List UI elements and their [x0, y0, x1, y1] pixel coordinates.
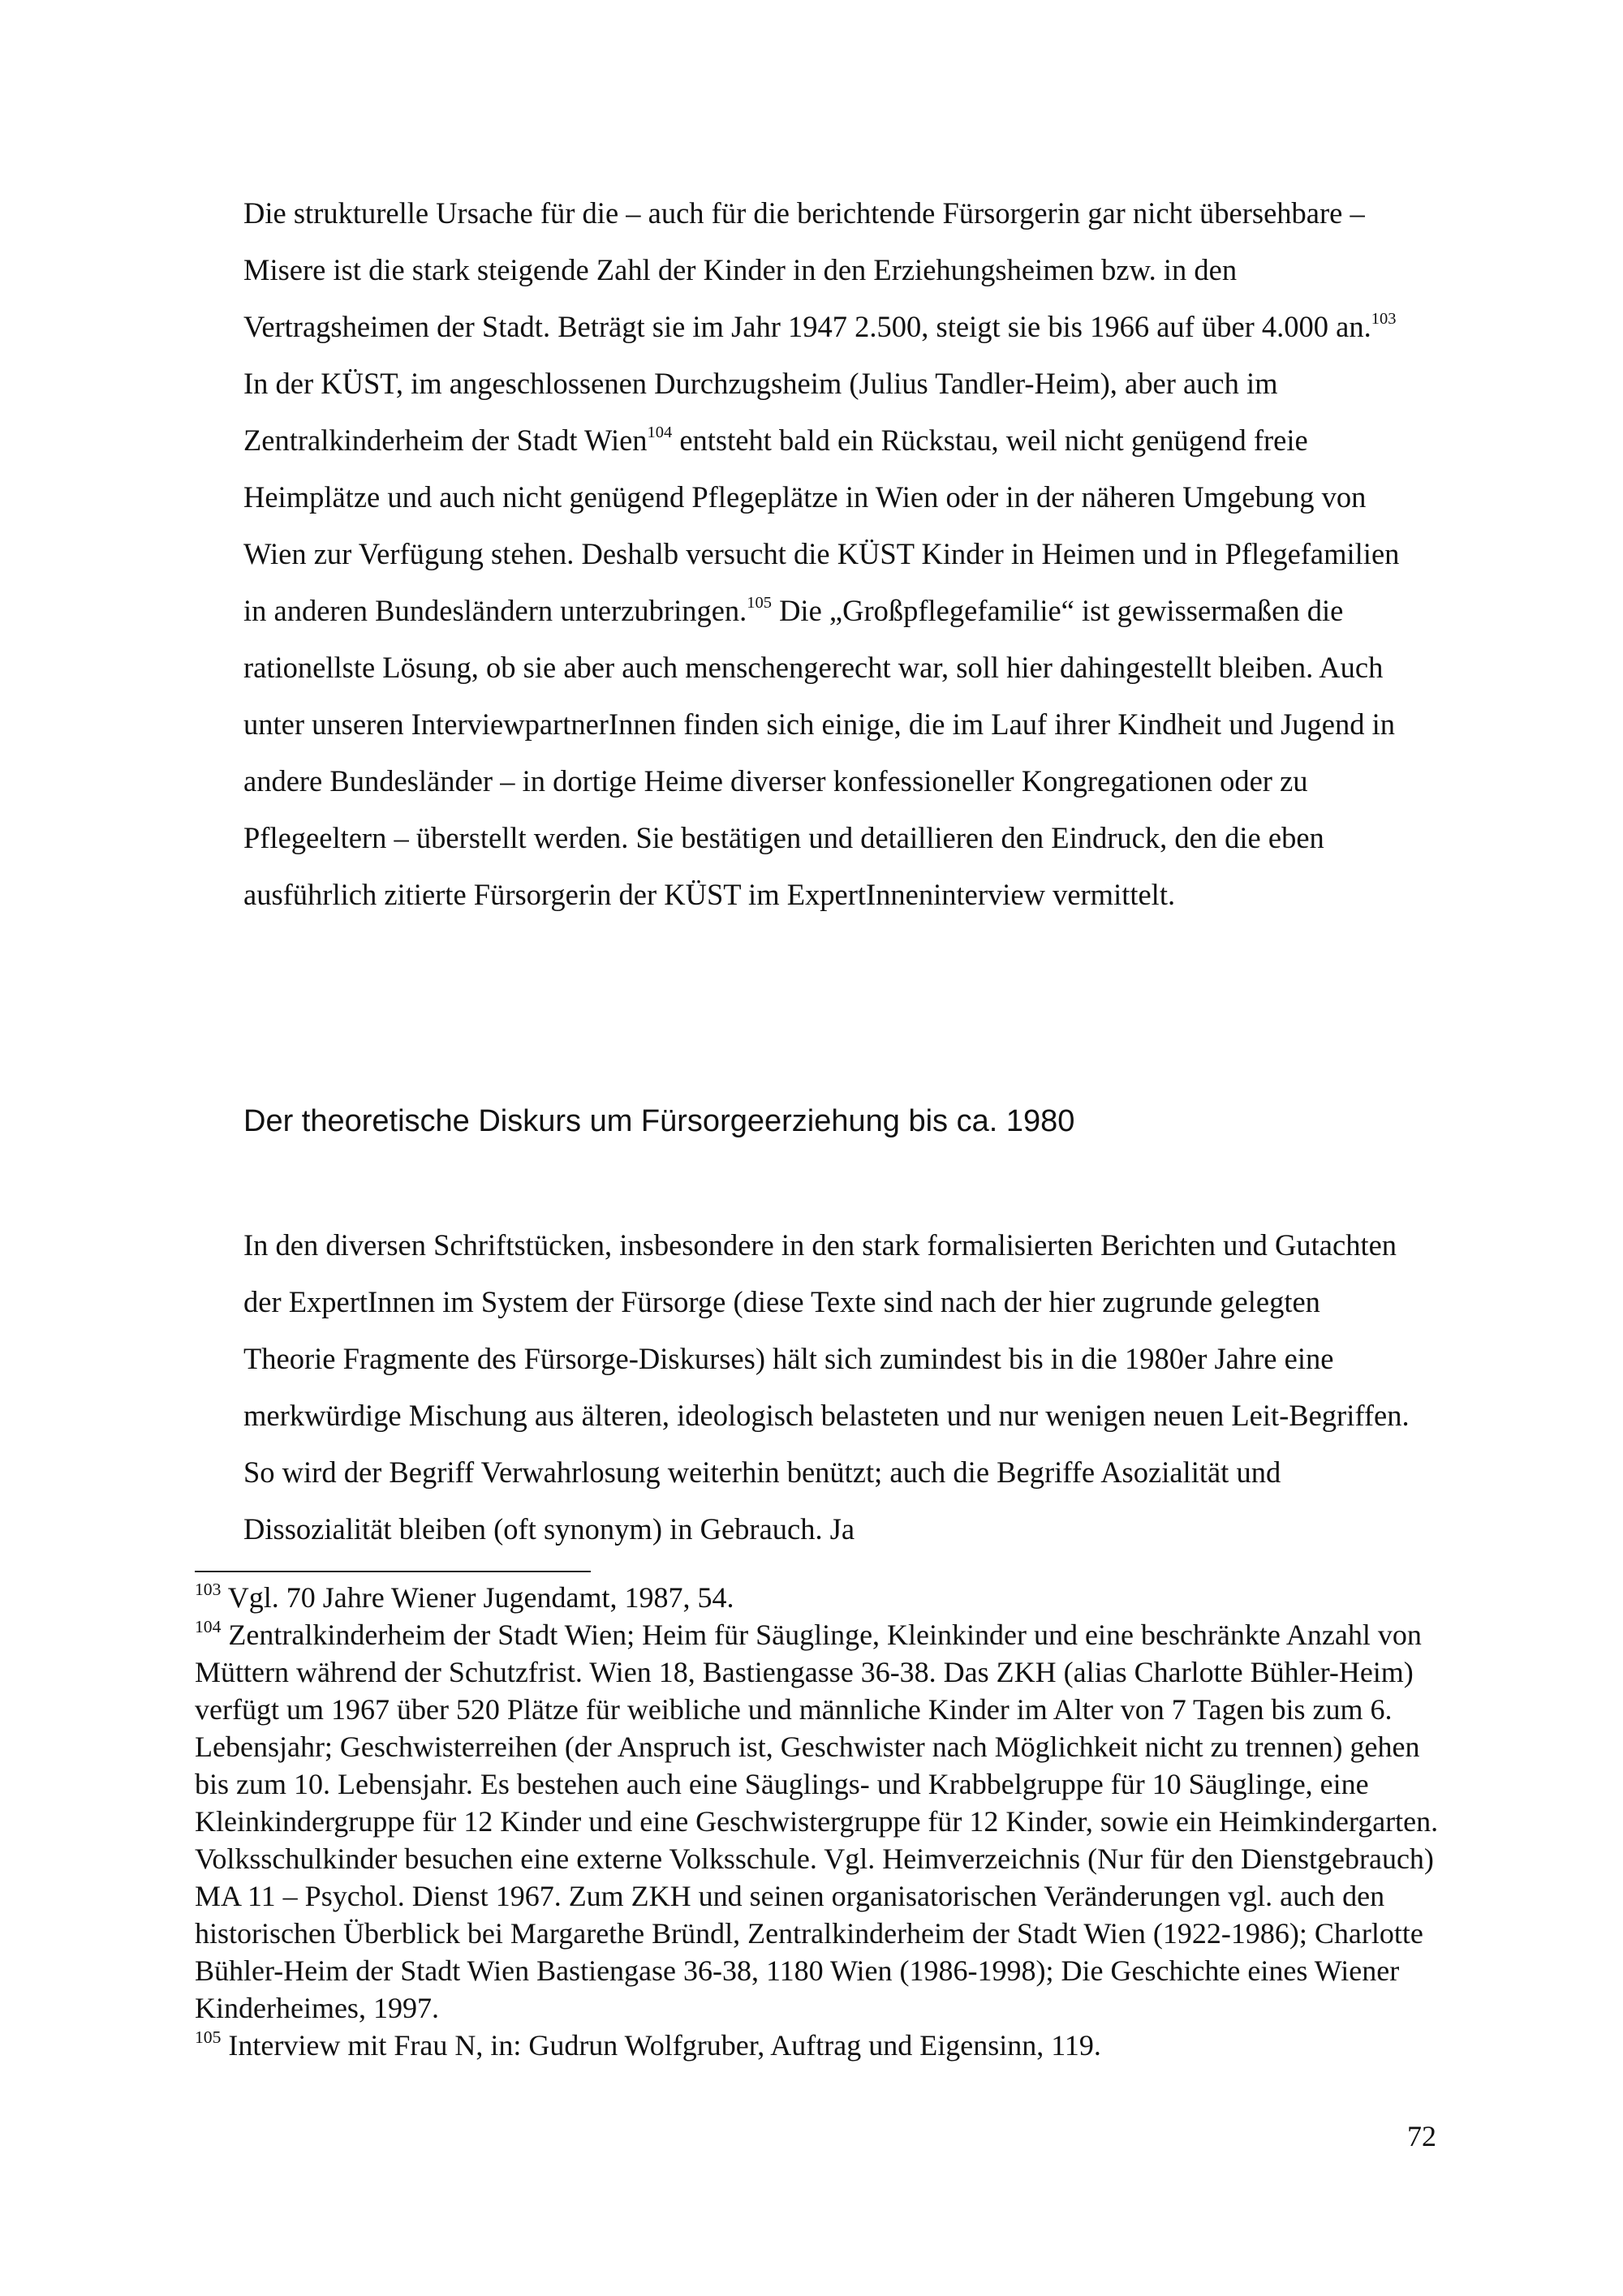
- footnote-number: 105: [195, 2027, 222, 2047]
- page-number: 72: [1407, 2120, 1436, 2152]
- footnote-reference: 105: [747, 594, 772, 613]
- footnote: [195, 2027, 1444, 2064]
- footnote-number: 104: [195, 1616, 222, 1636]
- section-heading: Der theoretische Diskurs um Fürsorgeerziehung bis ca. 1980: [243, 1104, 1075, 1138]
- paragraph-text: In der KÜST, im angeschlossenen Durchzugsheim (Julius Tandler-Heim), aber auch im Zentralkinderheim der Stadt Wien: [243, 367, 1278, 457]
- footnote-text: Zentralkinderheim der Stadt Wien; Heim für Säuglinge, Kleinkinder und eine beschränkte Anzahl von Müttern während der Schutzfrist. Wien 18, Bastiengasse 36-38. Das ZKH (alias Charlotte Bühler-Heim) verfügt um 1967 über 520 Plätze für weibliche und männliche Kinder im Alter von 7 Tagen bis zum 6. Lebensjahr; Geschwisterreihen (der Anspruch ist, Geschwister nach Möglichkeit nicht zu trennen) gehen bis zum 10. Lebensjahr. Es bestehen auch eine Säuglings- und Krabbelgruppe für 10 Säuglinge, eine Kleinkindergruppe für 12 Kinder und eine Geschwistergruppe für 12 Kinder, sowie ein Heimkindergarten. Volksschulkinder besuchen eine externe Volksschule. Vgl. Heimverzeichnis (Nur für den Dienstgebrauch) MA 11 – Psychol. Dienst 1967. Zum ZKH und seinen organisatorischen Veränderungen vgl. auch den historischen Überblick bei Margarethe Bründl, Zentralkinderheim der Stadt Wien (1922-1986); Charlotte Bühler-Heim der Stadt Wien Bastiengase 36-38, 1180 Wien (1986-1998); Die Geschichte eines Wiener Kinderheimes, 1997.: [195, 1619, 1439, 2024]
- footnote-number: 103: [195, 1579, 222, 1599]
- paragraph-text: Die strukturelle Ursache für die – auch für die berichtende Fürsorgerin gar nicht übersehbare – Misere ist die stark steigende Zahl der Kinder in den Erziehungsheimen bzw. in den Vertragsheimen der Stadt. Beträgt sie im Jahr 1947 2.500, steigt sie bis 1966 auf über 4.000 an.: [243, 196, 1371, 343]
- footnote: [195, 1579, 1444, 1616]
- footnote-reference: 104: [647, 424, 673, 442]
- body-paragraph: [243, 185, 1412, 923]
- footnote-reference: 103: [1371, 310, 1397, 329]
- body-paragraph: In den diversen Schriftstücken, insbesondere in den stark formalisierten Berichten und Gutachten der ExpertInnen im System der Fürsorge (diese Texte sind nach der hier zugrunde gelegten Theorie Fragmente des Fürsorge-Diskurses) hält sich zumindest bis in die 1980er Jahre eine merkwürdige Mischung aus älteren, ideologisch belasteten und nur wenigen neuen Leit-Begriffen. So wird der Begriff Verwahrlosung weiterhin benützt; auch die Begriffe Asozialität und Dissozialität bleiben (oft synonym) in Gebrauch. Ja: [243, 1228, 1410, 1546]
- paragraph-text: Die „Großpflegefamilie“ ist gewissermaßen die rationellste Lösung, ob sie aber auch menschengerecht war, soll hier dahingestellt bleiben. Auch unter unseren InterviewpartnerInnen finden sich einige, die im Lauf ihrer Kindheit und Jugend in andere Bundesländer – in dortige Heime diverser konfessioneller Kongregationen oder zu Pflegeeltern – überstellt werden. Sie bestätigen und detaillieren den Eindruck, den die eben ausführlich zitierte Fürsorgerin der KÜST im ExpertInneninterview vermittelt.: [243, 594, 1395, 911]
- footnote-text: Interview mit Frau N, in: Gudrun Wolfgruber, Auftrag und Eigensinn, 119.: [221, 2029, 1101, 2062]
- footnote: [195, 1616, 1444, 2027]
- paragraph-text: entsteht bald ein Rückstau, weil nicht genügend freie Heimplätze und auch nicht genügend Pflegeplätze in Wien oder in der näheren Umgebung von Wien zur Verfügung stehen. Deshalb versucht die KÜST Kinder in Heimen und in Pflegefamilien in anderen Bundesländern unterzubringen.: [243, 424, 1400, 627]
- footnote-text: Vgl. 70 Jahre Wiener Jugendamt, 1987, 54.: [221, 1581, 734, 1614]
- footnotes: [195, 1579, 1444, 2064]
- footnote-separator: [195, 1571, 591, 1572]
